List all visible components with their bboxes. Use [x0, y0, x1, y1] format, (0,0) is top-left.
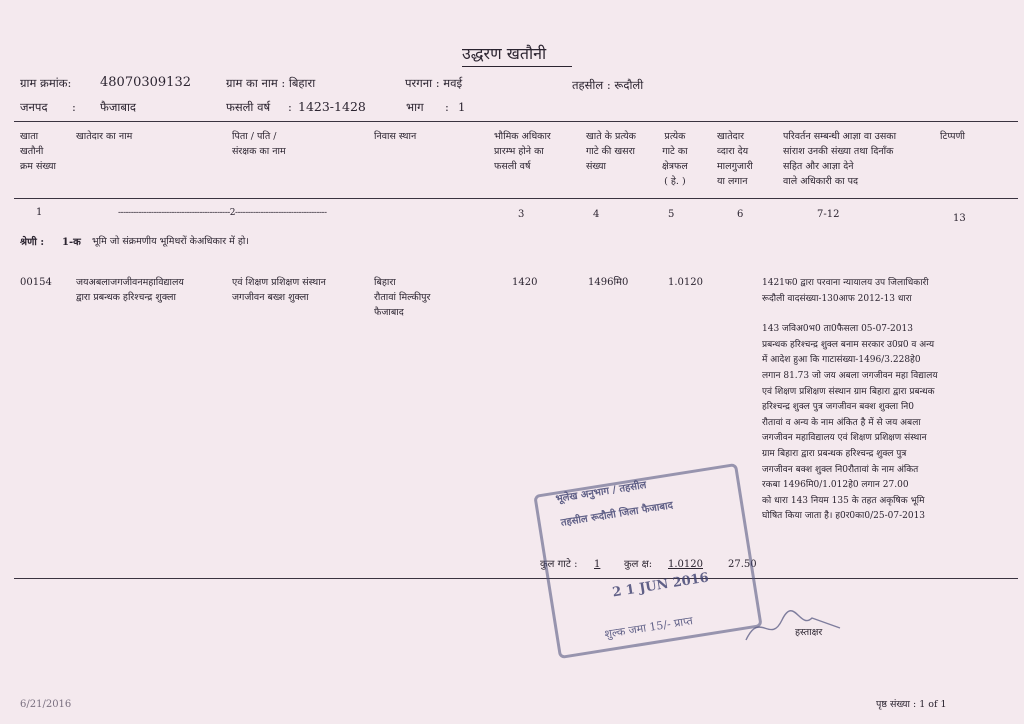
col-pita-header: पिता / पति / संरक्षक का नाम: [232, 131, 286, 157]
parivartan-remarks: 1421फ0 द्वारा परवाना न्यायालय उप जिलाधिकारी रूदौली वादसंख्या-130आफ 2012-13 धारा 143 जविअ0भ0 ता0फैसला 05-07-2013 प्रबन्धक हरिश्चन्द्र शुक्ल बनाम सरकार उ0प्र0 व अन्य में आदेश हुआ कि गाटासंख्या-1496/3.228हे0 लगान 81.73 जो जय अबला जगजीवन महा विद्यालय एवं शिक्षण प्रशिक्षण संस्थान ग्राम बिहारा द्वारा प्रबन्धक हरिश्चन्द्र शुक्ल पुत्र जगजीवन बक्श शुक्ला नि0 रौतावां व अन्य के नाम अंकित है में से जय अबला जगजीवन महाविद्यालय एवं शिक्षण प्रशिक्षण संस्थान ग्राम बिहारा द्वारा प्रबन्धक हरिश्चन्द्र शुक्ल पुत्र जगजीवन बक्श शुक्ल नि0रौतावां के नाम अंकित रकबा 1496मि0/1.012हे0 लगान 27.00 को धारा 143 नियम 135 के तहत अकृषिक भूमि घोषित किया जाता है। ह0र0का0/25-07-2013: [762, 278, 938, 522]
stamp-fee: शुल्क जमा 15/- प्राप्त: [603, 614, 694, 641]
header-rule-top: [14, 121, 1018, 122]
document-title: उद्धरण खतौनी: [462, 44, 547, 63]
col-number-4: 4: [593, 209, 600, 220]
title-underline: [462, 66, 572, 67]
fasli-colon: :: [288, 100, 292, 114]
col-tippani-header: टिप्पणी: [940, 131, 965, 142]
janpad-value: फैजाबाद: [100, 100, 137, 114]
bhag-colon: :: [445, 100, 449, 114]
tehsil: तहसील : रूदौली: [572, 78, 644, 92]
col-number-6: 6: [737, 209, 744, 220]
stamp-line-1: भूलेख अनुभाग / तहसील: [554, 479, 648, 506]
page-number: पृष्ठ संख्या : 1 of 1: [876, 699, 947, 710]
janpad-colon: :: [72, 100, 76, 114]
total-ksh-label: कुल क्ष:: [624, 559, 653, 570]
total-gate-value: 1: [594, 559, 601, 570]
shreni-description: भूमि जो संक्रमणीय भूमिधरों केअधिकार में हो।: [92, 236, 249, 247]
total-ksh-value: 1.0120: [668, 559, 703, 570]
khasra-number: 1496मि0: [588, 277, 629, 288]
col-area-header: प्रत्येक गाटे का क्षेत्रफल ( हे. ): [662, 131, 688, 187]
col-number-13: 13: [953, 213, 966, 224]
col-khata-header: खाता खतौनी क्रम संख्या: [20, 131, 56, 172]
col-khasra-header: खाते के प्रत्येक गाटे की खसरा संख्या: [586, 131, 636, 172]
gata-area: 1.0120: [668, 277, 703, 288]
total-gate-label: कुल गाटे :: [540, 559, 578, 570]
print-date: 6/21/2016: [20, 699, 72, 710]
pargana: परगना : मवई: [405, 76, 463, 90]
col-bhaumik-header: भौमिक अधिकार प्रारम्भ होने का फसली वर्ष: [494, 131, 551, 172]
col-number-5: 5: [668, 209, 675, 220]
col-khatedar-header: खातेदार का नाम: [76, 131, 133, 142]
khatedar-name: जयअबलाजगजीवनमहाविद्यालय द्वारा प्रबन्धक हरिश्चन्द्र शुक्ला: [76, 277, 184, 303]
shreni-code: 1-क: [62, 237, 81, 248]
bhag-label: भाग: [406, 100, 424, 114]
stamp-line-2: तहसील रूदौली जिला फैजाबाद: [560, 500, 674, 529]
col-number-3: 3: [518, 209, 525, 220]
janpad-label: जनपद: [20, 100, 48, 114]
col-number-2: --------------------------------------------2------------------------------------: [118, 208, 327, 218]
col-number-1: 1: [36, 207, 43, 218]
signature-label: हस्ताक्षर: [795, 627, 823, 638]
gram-naam: ग्राम का नाम : बिहारा: [226, 76, 316, 90]
col-number-7-12: 7-12: [817, 209, 840, 220]
gram-kramank-label: ग्राम क्रमांक:: [20, 76, 72, 90]
pita-name: एवं शिक्षण प्रशिक्षण संस्थान जगजीवन बख्श शुक्ला: [232, 277, 326, 303]
gram-kramank-value: 48070309132: [100, 75, 191, 90]
fasli-year-start: 1420: [512, 277, 538, 288]
niwas-sthan: बिहारा रौतावां मिल्कीपुर फैजाबाद: [374, 277, 431, 318]
total-lagan-value: 27.50: [728, 559, 757, 570]
col-lagan-header: खातेदार व्दारा देय मालगुजारी या लगान: [717, 131, 753, 187]
col-parivartan-header: परिवर्तन सम्बन्धी आज्ञा वा उसका सांराश उनकी संख्या तथा दिनाँक सहित और आज्ञा देने वाले अधिकारी का पद: [783, 131, 897, 187]
stamp-date: 2 1 JUN 2016: [611, 570, 710, 601]
fasli-label: फसली वर्ष: [226, 100, 271, 114]
col-niwas-header: निवास स्थान: [374, 131, 417, 142]
header-rule-bottom: [14, 198, 1018, 199]
shreni-label: श्रेणी :: [20, 237, 45, 248]
totals-rule: [14, 578, 1018, 579]
khata-number: 00154: [20, 277, 52, 288]
bhag-value: 1: [458, 100, 466, 114]
fasli-value: 1423-1428: [298, 99, 366, 114]
